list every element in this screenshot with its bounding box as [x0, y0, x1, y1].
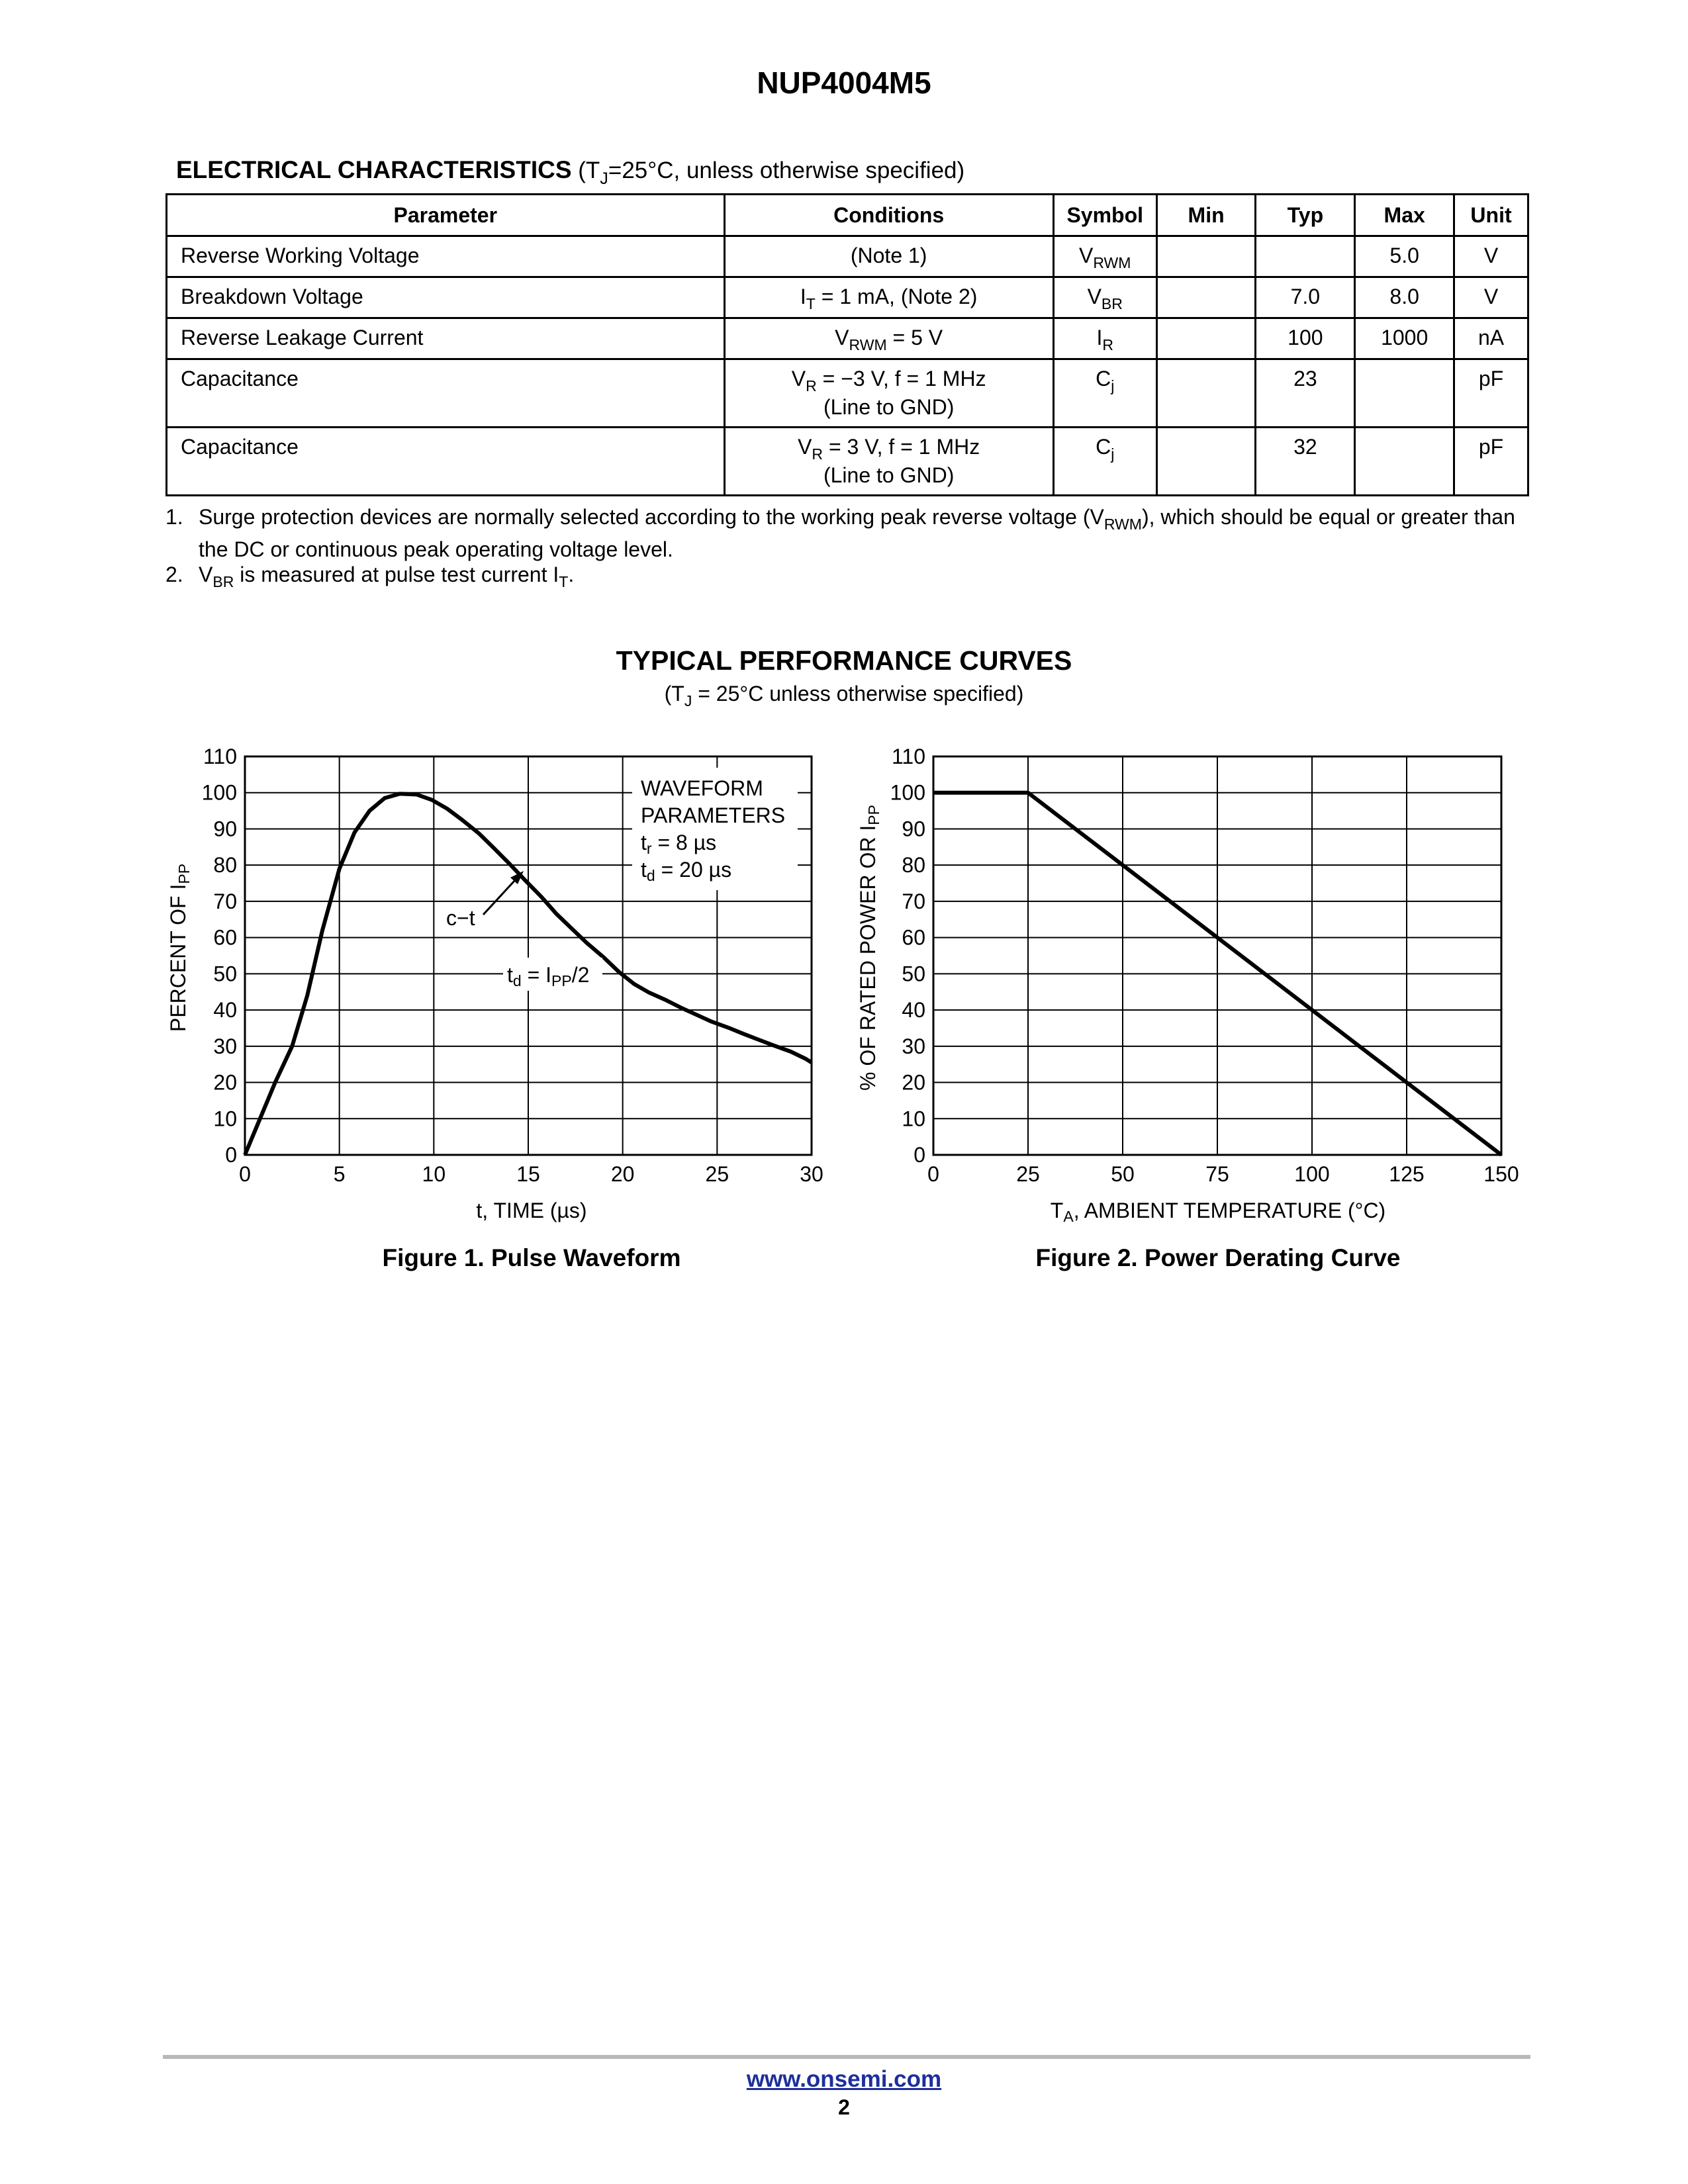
chart1-y-ticks: [202, 745, 237, 1167]
y-tick-label: 70: [213, 889, 237, 913]
y-tick-label: 90: [213, 817, 237, 841]
y-tick-label: 20: [902, 1070, 925, 1095]
power-derating-chart: [856, 745, 1519, 1225]
waveform-box-line1: WAVEFORM: [641, 776, 763, 800]
row-symbol: $V_{RWM}$: [1053, 236, 1156, 277]
chart2-grid: [933, 756, 1501, 1155]
y-tick-label: 20: [213, 1070, 237, 1095]
ec-cond-suffix: =25°C, unless otherwise specified): [608, 158, 965, 183]
header-symbol: Symbol: [1053, 195, 1156, 236]
row-typ: 100: [1256, 318, 1355, 359]
ec-heading-text: ELECTRICAL CHARACTERISTICS: [176, 156, 572, 183]
x-tick-label: 5: [333, 1162, 346, 1186]
row-unit: V: [1454, 236, 1528, 277]
x-tick-label: 25: [705, 1162, 729, 1186]
y-tick-label: 100: [201, 780, 237, 805]
y-tick-label: 40: [213, 998, 237, 1023]
row-unit: nA: [1454, 318, 1528, 359]
y-tick-label: 40: [902, 998, 925, 1023]
x-tick-label: 75: [1205, 1162, 1229, 1186]
y-tick-label: 80: [213, 853, 237, 878]
ec-cond-sub: J: [600, 169, 608, 188]
chart1-x-label: t, TIME (µs): [476, 1199, 587, 1222]
row-unit: pF: [1454, 428, 1528, 496]
figure-1-caption: Figure 1. Pulse Waveform: [382, 1244, 681, 1271]
page-number: 2: [838, 2095, 850, 2119]
x-tick-label: 0: [927, 1162, 939, 1186]
performance-curves-subtitle: ($T_J = 25^\circ C$ unless otherwise specified): [664, 682, 1024, 710]
row-typ: 23: [1256, 359, 1355, 428]
y-tick-label: 30: [213, 1034, 237, 1058]
chart2-y-ticks: [890, 745, 925, 1167]
row-parameter: Capacitance: [167, 428, 725, 496]
annotation-arrow-shaft: [483, 880, 515, 915]
y-tick-label: 100: [890, 780, 925, 805]
header-conditions: Conditions: [724, 195, 1053, 236]
header-parameter: Parameter: [167, 195, 725, 236]
row-conditions: $I_T = 1$ mA, (Note 2): [724, 277, 1053, 318]
row-conditions: $V_R = 3$ V, f = 1 MHz (Line to GND): [724, 428, 1053, 496]
chart2-y-label: % OF RATED POWER OR IPP: [856, 805, 882, 1091]
arrow-label: c−t: [446, 906, 475, 930]
performance-curves-title: TYPICAL PERFORMANCE CURVES: [616, 645, 1072, 676]
x-tick-label: 30: [800, 1162, 823, 1186]
y-tick-label: 110: [891, 745, 925, 768]
row-symbol: $I_R$: [1053, 318, 1156, 359]
half-amplitude-label: td = IPP/2: [507, 963, 590, 989]
x-tick-label: 10: [422, 1162, 446, 1186]
chart1-y-label: PERCENT OF IPP: [166, 863, 193, 1032]
row-max: 8.0: [1355, 277, 1454, 318]
row-unit: V: [1454, 277, 1528, 318]
chart1-x-ticks: [239, 1162, 823, 1186]
row-max: 1000: [1355, 318, 1454, 359]
y-tick-label: 10: [213, 1107, 237, 1131]
header-unit: Unit: [1454, 195, 1528, 236]
row-parameter: Reverse Working Voltage: [167, 236, 725, 277]
y-tick-label: 30: [902, 1034, 925, 1058]
x-tick-label: 50: [1111, 1162, 1135, 1186]
header-max: Max: [1355, 195, 1454, 236]
y-tick-label: 90: [902, 817, 925, 841]
x-tick-label: 0: [239, 1162, 251, 1186]
waveform-td-text: td = 20 µs: [641, 858, 732, 884]
y-tick-label: 60: [213, 925, 237, 950]
y-tick-label: 70: [902, 889, 925, 913]
chart2-x-label: TA, AMBIENT TEMPERATURE (°C): [1050, 1199, 1386, 1225]
y-tick-label: 50: [213, 962, 237, 986]
row-unit: pF: [1454, 359, 1528, 428]
header-typ: Typ: [1256, 195, 1355, 236]
document-title: NUP4004M5: [757, 66, 931, 100]
y-tick-label: 80: [902, 853, 925, 878]
row-conditions: (Note 1): [724, 236, 1053, 277]
row-typ: 7.0: [1256, 277, 1355, 318]
footer-divider: [163, 2055, 1530, 2059]
x-tick-label: 25: [1016, 1162, 1040, 1186]
ec-cond-prefix: (T: [578, 158, 600, 183]
y-tick-label: 0: [914, 1143, 925, 1167]
row-max: 5.0: [1355, 236, 1454, 277]
pulse-waveform-chart: [166, 745, 823, 1222]
figure-2-caption: Figure 2. Power Derating Curve: [1035, 1244, 1401, 1271]
header-min: Min: [1156, 195, 1256, 236]
note-1: 1. Surge protection devices are normally selected according to the working peak reverse voltage $(V_{RWM})$, which should be equal or greater than the DC or continuous peak operating voltage level.: [165, 505, 1515, 562]
row-symbol: $C_j$: [1053, 428, 1156, 496]
x-tick-label: 20: [610, 1162, 635, 1186]
y-tick-label: 10: [902, 1107, 925, 1131]
row-typ: 32: [1256, 428, 1355, 496]
x-tick-label: 15: [516, 1162, 540, 1186]
row-parameter: Reverse Leakage Current: [167, 318, 725, 359]
waveform-tr-text: tr = 8 µs: [641, 831, 717, 857]
y-tick-label: 50: [902, 962, 925, 986]
waveform-box-line2: PARAMETERS: [641, 803, 786, 827]
footer-website-link[interactable]: www.onsemi.com: [746, 2066, 942, 2092]
x-tick-label: 150: [1483, 1162, 1519, 1186]
row-symbol: $V_{BR}$: [1053, 277, 1156, 318]
y-tick-label: 110: [203, 745, 237, 768]
y-tick-label: 60: [902, 925, 925, 950]
row-parameter: Breakdown Voltage: [167, 277, 725, 318]
row-conditions: $V_R = -3$ V, f = 1 MHz (Line to GND): [724, 359, 1053, 428]
row-parameter: Capacitance: [167, 359, 725, 428]
row-symbol: $C_j$: [1053, 359, 1156, 428]
y-tick-label: 0: [225, 1143, 237, 1167]
note-2: 2. $V_{BR}$ is measured at pulse test current $I_T$.: [165, 563, 575, 591]
row-conditions: $V_{RWM} = 5$ V: [724, 318, 1053, 359]
x-tick-label: 100: [1294, 1162, 1330, 1186]
x-tick-label: 125: [1389, 1162, 1425, 1186]
chart2-x-ticks: [927, 1162, 1519, 1186]
